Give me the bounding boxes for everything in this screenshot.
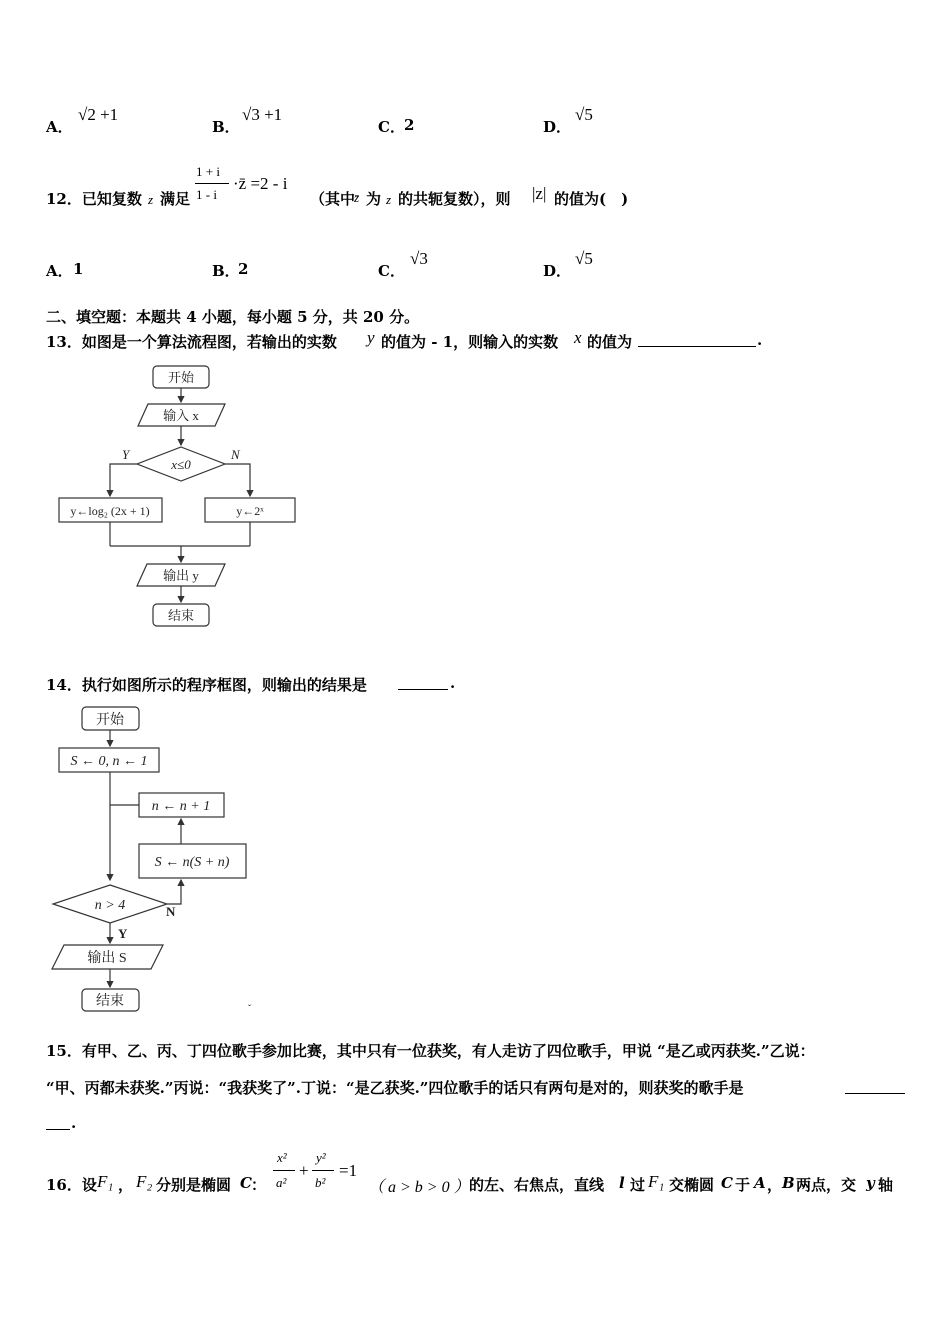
q12-option-b-value: 2: [238, 260, 249, 278]
flow2-inc-text: n ← n + 1: [151, 799, 211, 814]
flowchart-1: [50, 358, 300, 633]
flow2-start-text: 开始: [96, 713, 124, 728]
q11-option-b-label: B．: [212, 118, 240, 136]
q16-cond: （ a > b > 0 ）: [368, 1179, 470, 1196]
q11-option-b-value: √3 +1: [242, 105, 283, 124]
q11-option-d-value: √5: [575, 105, 593, 124]
q13-x: x: [574, 328, 582, 347]
flow2-cond-text: n > 4: [94, 898, 126, 913]
flow1-left-text: y←log₂ (2x + 1): [70, 504, 150, 518]
q16-C2: C: [721, 1174, 733, 1192]
q14-end: .: [450, 674, 456, 692]
q16-fy-num: y²: [316, 1150, 326, 1165]
flow2-init-text: S ← 0, n ← 1: [70, 754, 148, 769]
q15-line1: 15．有甲、乙、丙、丁四位歌手参加比赛，其中只有一位获奖，有人走访了四位歌手，甲说 “是乙或丙获奖.”乙说：: [46, 1042, 815, 1060]
q16-F1: F₁: [97, 1172, 114, 1191]
q12-paren-a: （其中: [310, 190, 356, 208]
flow1-cond-text: x≤0: [171, 457, 191, 472]
q16-i: 轴: [878, 1176, 894, 1194]
q12-rhs: ·z̄ =2 - i: [233, 174, 288, 193]
q16-fx-bar: [273, 1170, 295, 1171]
q15-answer-blank-cont[interactable]: [46, 1129, 70, 1130]
q11-option-c-label: C．: [378, 118, 405, 136]
flow2-end-text: 结束: [96, 994, 124, 1009]
q12-option-b-label: B．: [212, 262, 240, 280]
q16-colon: ：: [251, 1176, 267, 1194]
q12-number: 12．已知复数: [46, 190, 142, 208]
q13-answer-blank[interactable]: [638, 346, 756, 347]
flow1-start-text: 开始: [167, 370, 195, 385]
flow1-yes: Y: [122, 447, 130, 462]
q16-g: ，: [767, 1176, 783, 1194]
q11-option-a-value: √2 +1: [78, 105, 119, 124]
q13-end: .: [757, 331, 763, 349]
q11-option-c-value: 2: [404, 116, 415, 134]
flow1-end-text: 结束: [167, 608, 195, 623]
flowchart-2: [50, 700, 260, 1015]
q13-stem-a: 13．如图是一个算法流程图，若输出的实数: [46, 333, 337, 351]
q16-h: 两点，交: [796, 1176, 857, 1194]
q12-option-a-label: A．: [46, 262, 73, 280]
flow2-yes: Y: [118, 926, 128, 941]
q14-stem: 14．执行如图所示的程序框图，则输出的结果是: [46, 676, 367, 694]
q12-option-d-value: √5: [575, 249, 593, 268]
q16-yaxis: y: [866, 1174, 875, 1192]
flow1-input-text: 输入 x: [163, 408, 199, 423]
q12-frac-bar: [195, 183, 229, 184]
q16-e: 交椭圆: [669, 1176, 715, 1194]
q12-option-c-value: √3: [410, 249, 428, 268]
q16-F1b: F₁: [648, 1172, 665, 1191]
q13-y: y: [367, 328, 375, 347]
flow2-mark: ˇ: [248, 1003, 251, 1013]
q16-fy-bar: [312, 1170, 334, 1171]
q16-fy-den: b²: [315, 1175, 326, 1190]
q16-fx-den: a²: [276, 1175, 287, 1190]
q12-paren-c: 的共轭复数），则: [398, 190, 511, 208]
q15-end: .: [71, 1114, 77, 1132]
q16-d: 过: [630, 1176, 646, 1194]
q12-paren-b: 为: [366, 190, 382, 208]
q14-answer-blank[interactable]: [398, 689, 448, 690]
q15-answer-blank[interactable]: [845, 1093, 905, 1094]
q12-option-a-value: 1: [73, 260, 84, 278]
q12-zbar: z̄: [354, 190, 360, 205]
q16-B: B: [782, 1174, 795, 1192]
q12-frac-num: 1 + i: [196, 164, 220, 179]
q16-C: C: [240, 1174, 252, 1192]
q16-a: 16．设: [46, 1176, 97, 1194]
q12-z: z: [148, 192, 154, 207]
flow1-output-text: 输出 y: [163, 568, 199, 583]
q12-option-d-label: D．: [543, 262, 572, 280]
section-heading: 二、填空题：本题共 4 小题，每小题 5 分，共 20 分。: [46, 308, 420, 326]
q13-stem-c: 的值为: [587, 333, 633, 351]
q16-A: A: [754, 1174, 766, 1192]
q11-option-a-label: A．: [46, 118, 73, 136]
q16-c: 的左、右焦点，直线: [469, 1176, 605, 1194]
q12-z2: z: [386, 192, 392, 207]
q16-fx-num: x²: [277, 1150, 287, 1165]
flow2-update-text: S ← n(S + n): [154, 855, 230, 870]
flow1-right-text: y←2ˣ: [236, 504, 264, 518]
q12-tail: 的值为( ): [554, 190, 629, 208]
q16-F2: F₂: [136, 1172, 153, 1191]
q12-absz: |z|: [532, 184, 547, 203]
q16-b: 分别是椭圆: [156, 1176, 232, 1194]
q15-line2: “甲、丙都未获奖.”丙说：“我获奖了”.丁说：“是乙获奖.”四位歌手的话只有两句是对的，则获奖的歌手是: [46, 1079, 744, 1097]
flow2-no: N: [166, 904, 176, 919]
q11-option-d-label: D．: [543, 118, 572, 136]
q16-plus: +: [299, 1161, 309, 1180]
q12-cond: 满足: [160, 190, 191, 208]
q16-eq: =1: [339, 1161, 358, 1180]
q16-f: 于: [735, 1176, 751, 1194]
q12-option-c-label: C．: [378, 262, 405, 280]
flow2-output-text: 输出 S: [87, 951, 127, 966]
q13-stem-b: 的值为 - 1，则输入的实数: [381, 333, 559, 351]
q16-comma: ，: [118, 1176, 134, 1194]
q12-frac-den: 1 - i: [196, 187, 217, 202]
flow1-no: N: [231, 447, 240, 462]
q16-l: l: [619, 1174, 625, 1192]
